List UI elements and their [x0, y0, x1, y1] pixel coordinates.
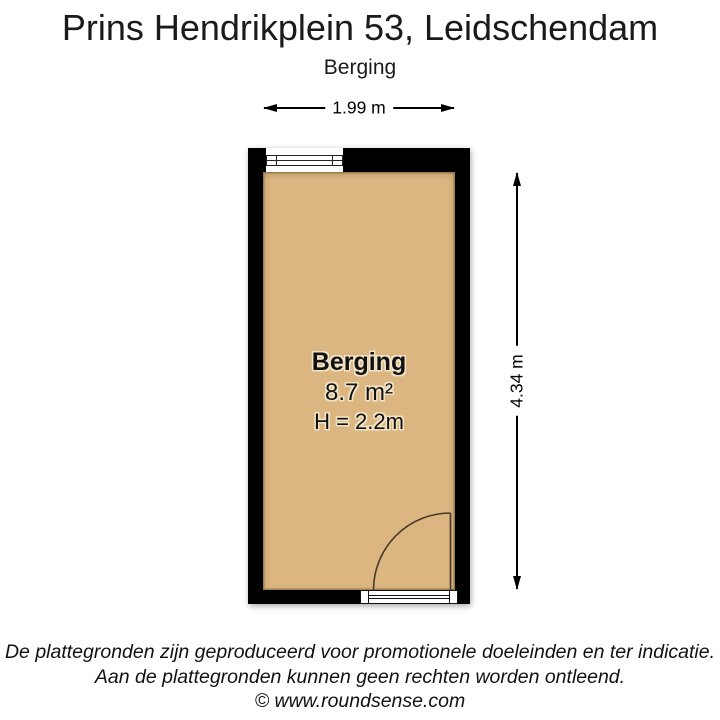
width-dimension [263, 97, 455, 118]
room-label [248, 347, 470, 435]
window-frame [266, 155, 343, 166]
disclaimer-line: Aan de plattegronden kunnen geen rechten worden ontleend. [94, 665, 626, 688]
threshold-line [369, 595, 449, 596]
arrow-left-icon [263, 104, 277, 112]
room-ceiling-height: H = 2.2m [314, 409, 404, 434]
door-symbol [360, 590, 458, 604]
door-jamb [360, 590, 369, 604]
window-symbol [266, 148, 343, 172]
arrow-down-icon [513, 576, 521, 590]
page-title: Prins Hendrikplein 53, Leidschendam [61, 7, 659, 48]
threshold-line [369, 598, 449, 599]
height-dimension [506, 172, 527, 590]
footer-disclaimer [0, 640, 720, 714]
arrow-right-icon [441, 104, 455, 112]
plan-subtitle: Berging [323, 56, 397, 79]
room-name: Berging [311, 348, 407, 376]
disclaimer-line: De plattegronden zijn geproduceerd voor promotionele doeleinden en ter indicatie. [4, 641, 716, 663]
copyright-line: © www.roundsense.com [254, 690, 466, 712]
door-threshold [369, 590, 449, 604]
window-end-cap [276, 156, 277, 165]
door-jamb [449, 590, 458, 604]
window-end-cap [332, 156, 333, 165]
arrow-up-icon [513, 172, 521, 186]
height-dimension-label: 4.34 m [507, 346, 528, 416]
window-glass-line [267, 160, 342, 161]
width-dimension-label: 1.99 m [325, 98, 393, 119]
room-area: 8.7 m² [324, 379, 393, 406]
